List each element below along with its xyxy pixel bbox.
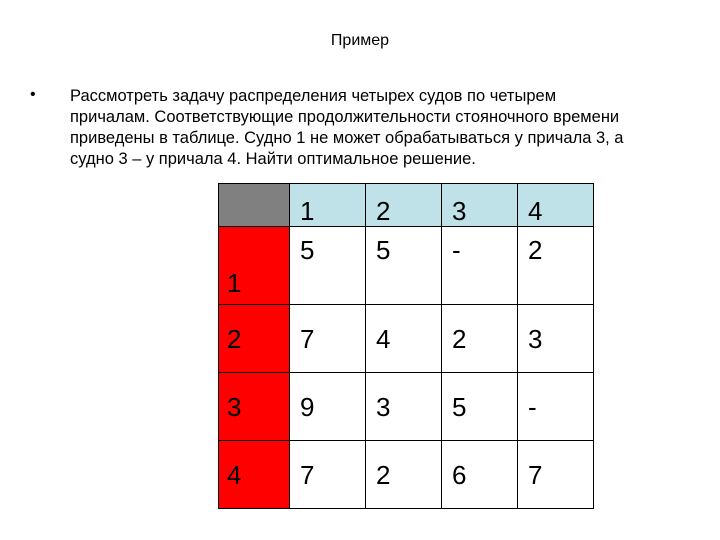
table-cell: 5 — [290, 227, 366, 305]
problem-line: судно 3 – у причала 4. Найти оптимальное решение. — [70, 150, 476, 168]
berth-header-1: 1 — [290, 184, 366, 227]
table-header-row — [219, 184, 594, 227]
berth-header-3: 3 — [442, 184, 518, 227]
table-cell: 7 — [290, 305, 366, 373]
table-cell: 6 — [442, 441, 518, 509]
table-row — [219, 441, 594, 509]
problem-line: причалам. Соответствующие продолжительности стояночного времени — [70, 108, 620, 126]
ship-header-2: 2 — [219, 305, 290, 373]
table-cell: 5 — [366, 227, 442, 305]
table-cell: 2 — [366, 441, 442, 509]
slide-title: Пример — [330, 32, 390, 49]
table-corner-cell — [219, 184, 290, 227]
table-cell: 7 — [290, 441, 366, 509]
table-cell: - — [442, 227, 518, 305]
table-cell: - — [518, 373, 594, 441]
ship-header-3: 3 — [219, 373, 290, 441]
table-row — [219, 373, 594, 441]
table-row — [219, 227, 594, 305]
table-cell: 2 — [518, 227, 594, 305]
table-cell: 2 — [442, 305, 518, 373]
problem-line: приведены в таблице. Судно 1 не может обрабатываться у причала 3, а — [70, 129, 624, 147]
bullet-marker: • — [30, 86, 36, 103]
table-cell: 9 — [290, 373, 366, 441]
table-row — [219, 305, 594, 373]
table-cell: 7 — [518, 441, 594, 509]
table-cell: 5 — [442, 373, 518, 441]
berth-header-4: 4 — [518, 184, 594, 227]
problem-statement — [70, 86, 700, 170]
table-cell: 4 — [366, 305, 442, 373]
berth-time-table — [218, 183, 594, 509]
table-cell: 3 — [366, 373, 442, 441]
berth-header-2: 2 — [366, 184, 442, 227]
table-cell: 3 — [518, 305, 594, 373]
ship-header-1: 1 — [219, 227, 290, 305]
problem-line: Рассмотреть задачу распределения четырех судов по четырем — [70, 87, 557, 105]
ship-header-4: 4 — [219, 441, 290, 509]
